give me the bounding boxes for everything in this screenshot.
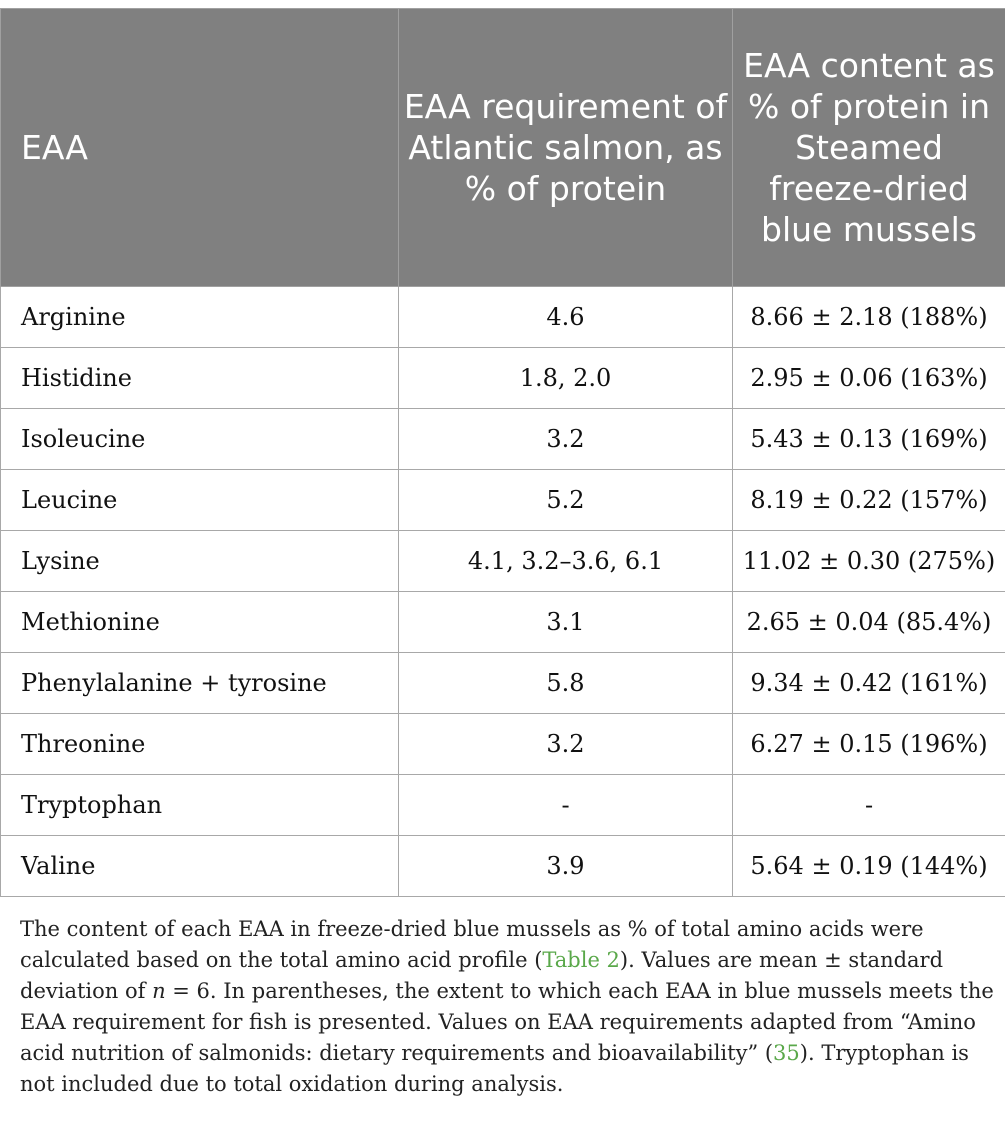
table-row xyxy=(1,592,1005,653)
eaa-name-cell: Arginine xyxy=(1,287,399,348)
table-2-link[interactable]: Table 2 xyxy=(542,948,620,972)
header-eaa: EAA xyxy=(1,9,399,287)
table-row xyxy=(1,775,1005,836)
table-header-row xyxy=(1,9,1005,287)
footnote-text-4: ). Tryptophan is not included due to total oxidation during analysis. xyxy=(20,1041,969,1096)
content-cell: 5.64 ± 0.19 (144%) xyxy=(733,836,1005,897)
content-cell: 5.43 ± 0.13 (169%) xyxy=(733,409,1005,470)
requirement-cell: 4.6 xyxy=(399,287,733,348)
content-cell: 8.19 ± 0.22 (157%) xyxy=(733,470,1005,531)
table-row xyxy=(1,409,1005,470)
table-row xyxy=(1,714,1005,775)
table-row xyxy=(1,348,1005,409)
requirement-cell: 4.1, 3.2–3.6, 6.1 xyxy=(399,531,733,592)
content-cell: 8.66 ± 2.18 (188%) xyxy=(733,287,1005,348)
eaa-name-cell: Isoleucine xyxy=(1,409,399,470)
table-row xyxy=(1,287,1005,348)
requirement-cell: 1.8, 2.0 xyxy=(399,348,733,409)
content-cell: 11.02 ± 0.30 (275%) xyxy=(733,531,1005,592)
requirement-cell: 3.1 xyxy=(399,592,733,653)
requirement-cell: 3.2 xyxy=(399,714,733,775)
table-row xyxy=(1,836,1005,897)
content-cell: - xyxy=(733,775,1005,836)
content-cell: 2.95 ± 0.06 (163%) xyxy=(733,348,1005,409)
requirement-cell: 3.9 xyxy=(399,836,733,897)
footnote-n-label: n xyxy=(152,979,166,1003)
eaa-name-cell: Leucine xyxy=(1,470,399,531)
eaa-name-cell: Phenylalanine + tyrosine xyxy=(1,653,399,714)
footnote-text-2: ). Values are mean ± standard deviation of xyxy=(20,948,944,1003)
eaa-name-cell: Histidine xyxy=(1,348,399,409)
reference-35-link[interactable]: 35 xyxy=(773,1041,800,1065)
table-row xyxy=(1,531,1005,592)
header-content: EAA content as % of protein in Steamed freeze-dried blue mussels xyxy=(733,9,1005,287)
requirement-cell: 5.8 xyxy=(399,653,733,714)
requirement-cell: - xyxy=(399,775,733,836)
footnote-text-3: = 6. In parentheses, the extent to which each EAA in blue mussels meets the EAA requirement for fish is presented. Values on EAA requirements adapted from “Amino acid nutrition of salmonids: dietary requirements and bioavailability” ( xyxy=(20,979,994,1065)
eaa-name-cell: Threonine xyxy=(1,714,399,775)
eaa-name-cell: Tryptophan xyxy=(1,775,399,836)
requirement-cell: 3.2 xyxy=(399,409,733,470)
eaa-name-cell: Methionine xyxy=(1,592,399,653)
eaa-table xyxy=(0,8,1005,897)
eaa-name-cell: Lysine xyxy=(1,531,399,592)
eaa-name-cell: Valine xyxy=(1,836,399,897)
content-cell: 6.27 ± 0.15 (196%) xyxy=(733,714,1005,775)
table-body xyxy=(1,287,1005,897)
table-row xyxy=(1,470,1005,531)
content-cell: 9.34 ± 0.42 (161%) xyxy=(733,653,1005,714)
table-row xyxy=(1,653,1005,714)
requirement-cell: 5.2 xyxy=(399,470,733,531)
content-cell: 2.65 ± 0.04 (85.4%) xyxy=(733,592,1005,653)
eaa-table-container xyxy=(0,8,1005,897)
header-requirement: EAA requirement of Atlantic salmon, as % of protein xyxy=(399,9,733,287)
footnote-text-1: The content of each EAA in freeze-dried blue mussels as % of total amino acids were calculated based on the total amino acid profile ( xyxy=(20,917,924,972)
table-footnote xyxy=(20,914,995,1100)
